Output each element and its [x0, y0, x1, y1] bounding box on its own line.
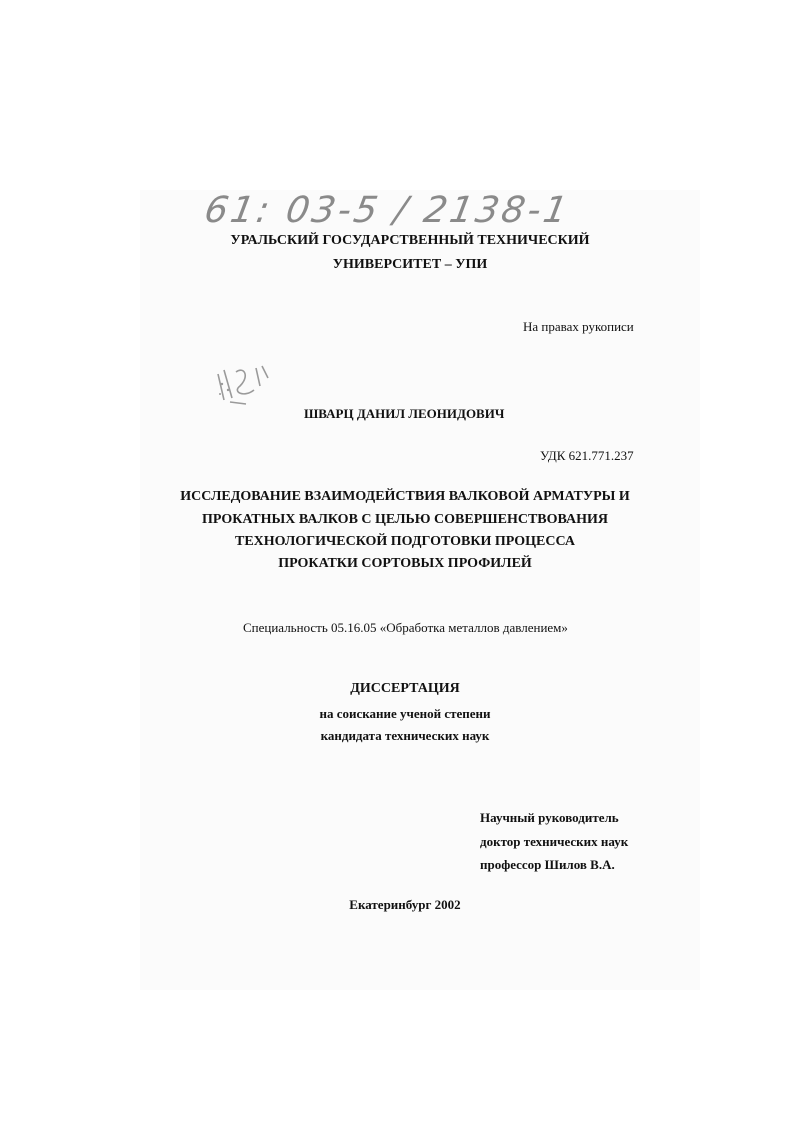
- university-line-2: УНИВЕРСИТЕТ – УПИ: [332, 257, 488, 272]
- specialty: Специальность 05.16.05 «Обработка металлов давлением»: [243, 620, 568, 635]
- archive-handwritten-mark: 61: 03-5 / 2138-1: [201, 190, 574, 231]
- author-name: ШВАРЦ ДАНИЛ ЛЕОНИДОВИЧ: [304, 406, 505, 421]
- dissertation-purpose: на соискание ученой степени: [319, 706, 491, 721]
- supervisor-name: профессор Шилов В.А.: [480, 857, 615, 872]
- rights-note: На правах рукописи: [523, 319, 634, 334]
- thesis-title-line-4: ПРОКАТКИ СОРТОВЫХ ПРОФИЛЕЙ: [278, 556, 532, 571]
- dissertation-degree: кандидата технических наук: [320, 728, 490, 743]
- university-line-1: УРАЛЬСКИЙ ГОСУДАРСТВЕННЫЙ ТЕХНИЧЕСКИЙ: [230, 233, 590, 248]
- thesis-title-line-3: ТЕХНОЛОГИЧЕСКОЙ ПОДГОТОВКИ ПРОЦЕССА: [235, 534, 575, 549]
- supervisor-degree: доктор технических наук: [480, 834, 629, 849]
- udk-code: УДК 621.771.237: [540, 448, 634, 463]
- dissertation-heading: ДИССЕРТАЦИЯ: [350, 681, 460, 696]
- ink-stamp-mark: [210, 360, 280, 408]
- scanned-page-area: [140, 190, 700, 990]
- supervisor-title: Научный руководитель: [480, 810, 619, 825]
- thesis-title-line-1: ИССЛЕДОВАНИЕ ВЗАИМОДЕЙСТВИЯ ВАЛКОВОЙ АРМАТУРЫ И: [180, 489, 630, 504]
- city-and-year: Екатеринбург 2002: [349, 897, 461, 912]
- thesis-title-line-2: ПРОКАТНЫХ ВАЛКОВ С ЦЕЛЬЮ СОВЕРШЕНСТВОВАНИЯ: [202, 512, 608, 527]
